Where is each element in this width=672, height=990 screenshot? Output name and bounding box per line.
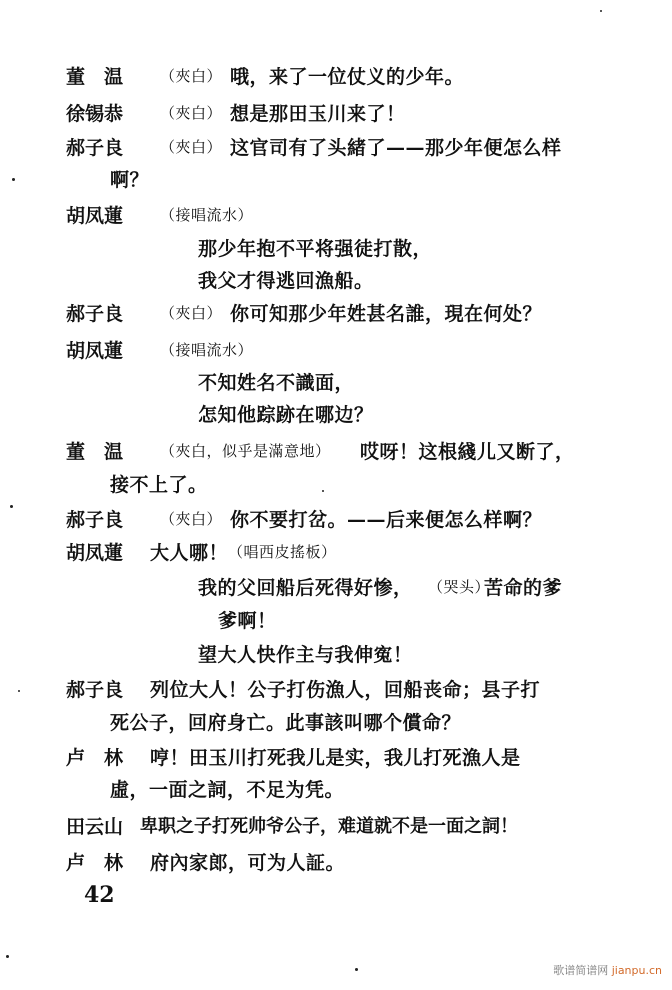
dialogue-text: 你可知那少年姓甚名誰，現在何处？: [230, 303, 543, 325]
speaker-name: 胡凤蓮: [66, 205, 124, 227]
stage-direction: （哭头）: [428, 578, 491, 596]
stage-direction: （夾白，似乎是滿意地）: [160, 442, 331, 460]
sung-verse: 我父才得逃回漁船。: [198, 270, 374, 292]
speaker-name: 郝子良: [66, 303, 124, 325]
sung-verse: 不知姓名不識面，: [198, 372, 355, 394]
dialogue-text: 哎呀！这根綫儿又断了，: [360, 441, 575, 463]
dialogue-continuation: 接不上了。: [110, 474, 208, 496]
scan-speck: [322, 490, 324, 492]
scan-speck: [355, 968, 358, 971]
sung-verse: 怎知他踪跡在哪边？: [198, 404, 374, 426]
speaker-name: 徐锡恭: [66, 103, 124, 125]
speaker-name: 郝子良: [66, 509, 124, 531]
sung-verse: 苦命的爹: [484, 577, 563, 599]
scan-speck: [6, 955, 9, 958]
stage-direction: （夾白）: [160, 304, 223, 322]
stage-direction: （夾白）: [160, 138, 223, 156]
speaker-name: 卢 林: [66, 747, 124, 769]
speaker-name: 胡凤蓮: [66, 340, 124, 362]
page-number: 42: [84, 882, 115, 908]
dialogue-text: 这官司有了头緒了——那少年便怎么样: [230, 137, 562, 159]
dialogue-text: 哦，来了一位仗义的少年。: [230, 66, 465, 88]
dialogue-continuation: 死公子，回府身亡。此事該叫哪个償命？: [110, 712, 462, 734]
site-watermark: [553, 962, 662, 978]
stage-direction: （夾白）: [160, 104, 223, 122]
speaker-name: 胡凤蓮: [66, 542, 124, 564]
stage-direction: （夾白）: [160, 67, 223, 85]
dialogue-text: 列位大人！公子打伤漁人，回船丧命；县子打: [150, 679, 541, 701]
dialogue-continuation: 啊？: [110, 169, 150, 191]
watermark-site-name: 歌谱简谱网: [553, 964, 609, 977]
dialogue-text: 府內家郎，可为人証。: [150, 852, 346, 874]
speaker-name: 田云山: [66, 816, 124, 838]
scan-speck: [10, 505, 13, 508]
dialogue-text: 卑职之子打死帅爷公子，难道就不是一面之詞！: [140, 816, 518, 837]
sung-verse: 我的父回船后死得好惨，: [198, 577, 413, 599]
speaker-name: 郝子良: [66, 679, 124, 701]
sung-verse: 爹啊！: [218, 610, 277, 632]
dialogue-text: 想是那田玉川来了！: [230, 103, 406, 125]
speaker-name: 董 温: [66, 441, 124, 463]
dialogue-text: 哼！田玉川打死我儿是实，我儿打死漁人是: [150, 747, 521, 769]
dialogue-text: 你不要打岔。——后来便怎么样啊？: [230, 509, 543, 531]
stage-direction: （接唱流水）: [160, 206, 254, 224]
sung-verse: 那少年抱不平将强徒打散，: [198, 238, 433, 260]
scan-speck: [600, 10, 602, 12]
speaker-name: 董 温: [66, 66, 124, 88]
speaker-name: 郝子良: [66, 137, 124, 159]
dialogue-continuation: 虛，一面之詞，不足为凭。: [110, 779, 345, 801]
stage-direction: （夾白）: [160, 510, 223, 528]
scan-speck: [12, 178, 15, 181]
dialogue-text: 大人哪！: [150, 542, 229, 564]
sung-verse: 望大人快作主与我伸寃！: [198, 644, 413, 666]
scan-speck: [18, 690, 20, 692]
stage-direction: （唱西皮搖板）: [228, 543, 337, 561]
watermark-url: jianpu.cn: [611, 964, 662, 977]
speaker-name: 卢 林: [66, 852, 124, 874]
stage-direction: （接唱流水）: [160, 341, 254, 359]
